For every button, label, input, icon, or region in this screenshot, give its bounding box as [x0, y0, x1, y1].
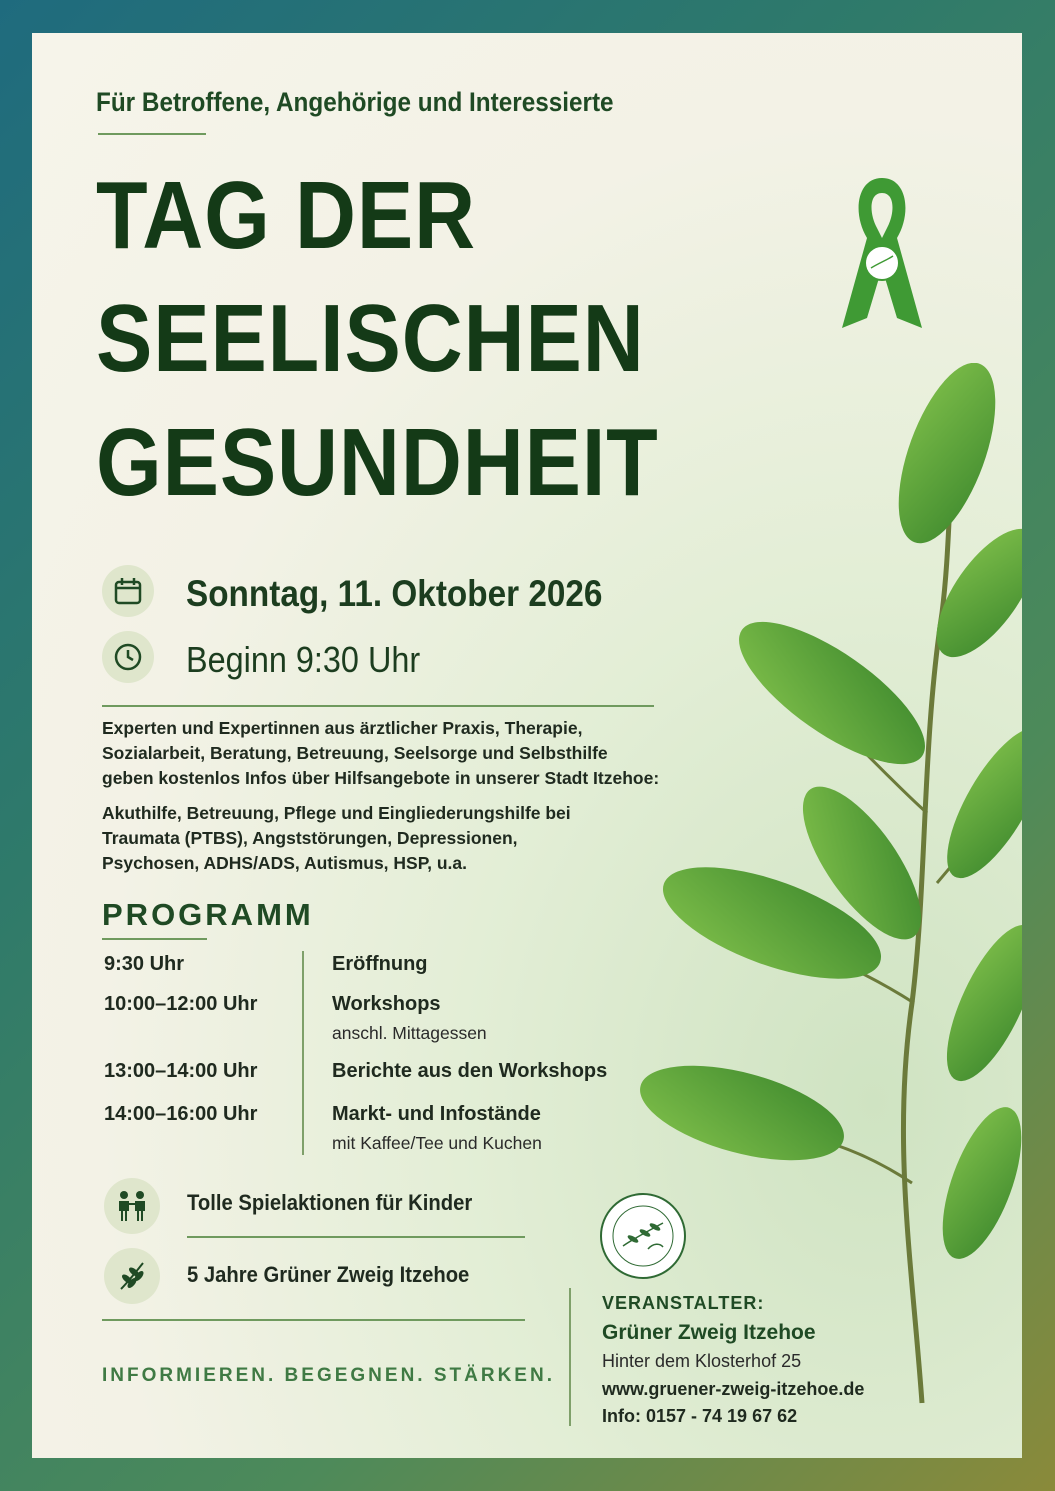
program-item: Berichte aus den Workshops	[332, 1060, 608, 1082]
calendar-icon	[102, 565, 154, 617]
topics-line-3: Psychosen, ADHS/ADS, Autismus, HSP, u.a.	[102, 853, 468, 873]
event-date: Sonntag, 11. Oktober 2026	[186, 573, 603, 614]
footer-separator	[569, 1288, 571, 1426]
organizer-phone: Info: 0157 - 74 19 67 62	[602, 1406, 798, 1426]
feature-anniversary: 5 Jahre Grüner Zweig Itzehoe	[187, 1262, 470, 1287]
children-icon	[104, 1178, 160, 1234]
program-time: 9:30 Uhr	[104, 953, 185, 975]
title-line-2: SEELISCHEN	[96, 285, 645, 392]
slogan: INFORMIEREN. BEGEGNEN. STÄRKEN.	[102, 1365, 555, 1386]
program-item-note: mit Kaffee/Tee und Kuchen	[332, 1133, 542, 1153]
intro-line-3: geben kostenlos Infos über Hilfsangebote in unserer Stadt Itzehoe:	[102, 768, 660, 788]
kicker-divider	[98, 133, 206, 135]
organization-seal-icon	[598, 1191, 688, 1281]
program-item-note: anschl. Mittagessen	[332, 1023, 487, 1043]
clock-icon	[102, 631, 154, 683]
program-time: 13:00–14:00 Uhr	[104, 1060, 258, 1082]
program-item: Markt- und Infostände	[332, 1103, 541, 1125]
title-line-3: GESUNDHEIT	[96, 409, 659, 516]
poster	[32, 33, 1022, 1458]
event-time: Beginn 9:30 Uhr	[186, 639, 421, 680]
organizer-address: Hinter dem Klosterhof 25	[602, 1351, 802, 1371]
footer-divider	[102, 1319, 525, 1321]
organizer-website[interactable]: www.gruener-zweig-itzehoe.de	[602, 1379, 865, 1399]
program-heading-divider	[102, 938, 207, 940]
intro-line-2: Sozialarbeit, Beratung, Betreuung, Seelsorge und Selbsthilfe	[102, 743, 608, 763]
program-time: 14:00–16:00 Uhr	[104, 1103, 258, 1125]
program-separator	[302, 951, 304, 1155]
branch-icon	[104, 1248, 160, 1304]
info-divider	[102, 705, 654, 707]
title-line-1: TAG DER	[96, 162, 477, 269]
organizer-name: Grüner Zweig Itzehoe	[602, 1321, 816, 1344]
program-heading: PROGRAMM	[102, 897, 314, 932]
awareness-ribbon-icon	[827, 168, 937, 343]
program-item: Workshops	[332, 993, 441, 1015]
feature-divider	[187, 1236, 525, 1238]
organizer-label: VERANSTALTER:	[602, 1293, 765, 1313]
topics-line-1: Akuthilfe, Betreuung, Pflege und Eingliederungshilfe bei	[102, 803, 571, 823]
program-time: 10:00–12:00 Uhr	[104, 993, 258, 1015]
program-item: Eröffnung	[332, 953, 428, 975]
feature-kids: Tolle Spielaktionen für Kinder	[187, 1190, 473, 1215]
topics-line-2: Traumata (PTBS), Angststörungen, Depressionen,	[102, 828, 518, 848]
intro-line-1: Experten und Expertinnen aus ärztlicher Praxis, Therapie,	[102, 718, 583, 738]
kicker-text: Für Betroffene, Angehörige und Interessierte	[96, 87, 614, 117]
